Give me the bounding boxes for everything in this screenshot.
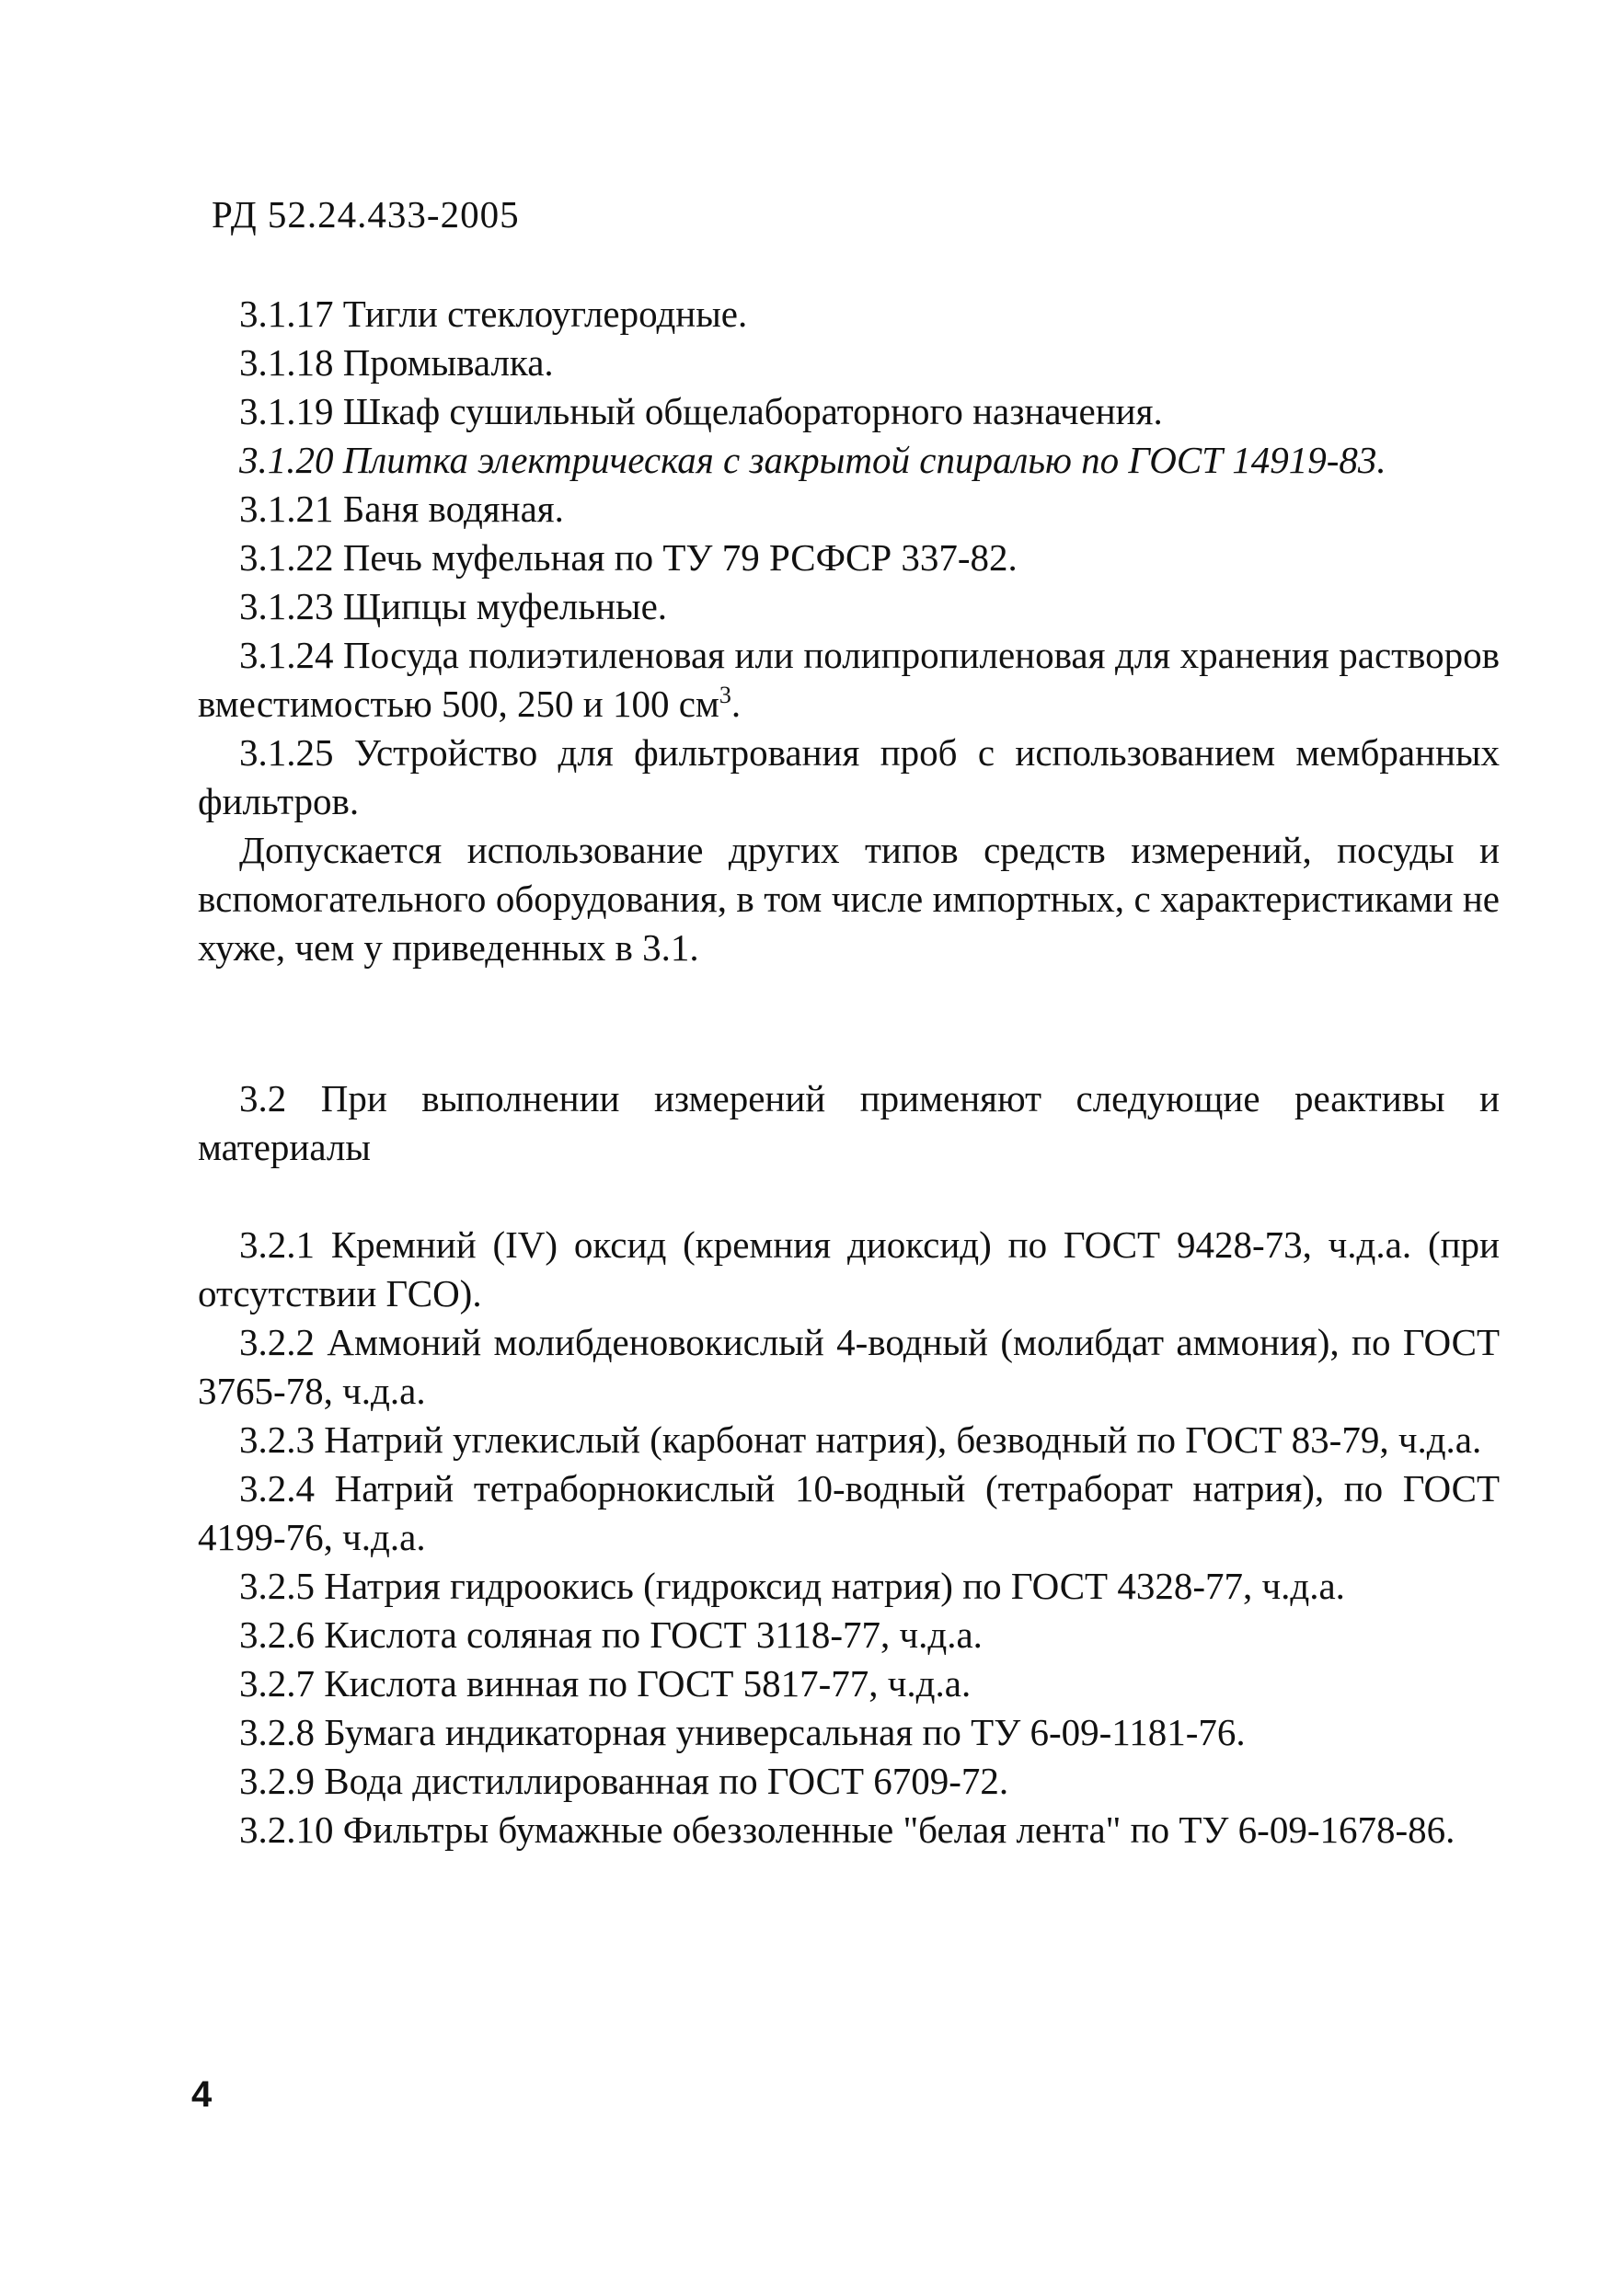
list-item: 3.2.10 Фильтры бумажные обеззоленные "белая лента" по ТУ 6-09-1678-86. — [239, 1808, 1455, 1851]
list-item: 3.1.23 Щипцы муфельные. — [239, 585, 668, 627]
list-item: 3.1.18 Промывалка. — [239, 341, 554, 384]
list-item: 3.1.25 Устройство для фильтрования проб с использованием мембранных фильтров. — [198, 731, 1500, 822]
list-item: 3.1.19 Шкаф сушильный общелабораторного назначения. — [239, 390, 1163, 432]
list-item — [198, 631, 1500, 729]
list-item: 3.2.8 Бумага индикаторная универсальная по ТУ 6-09-1181-76. — [239, 1711, 1246, 1753]
section-3-1-list — [198, 290, 1500, 972]
list-item: 3.2.9 Вода дистиллированная по ГОСТ 6709-72. — [239, 1760, 1009, 1802]
list-item: 3.2.6 Кислота соляная по ГОСТ 3118-77, ч.д.а. — [239, 1613, 983, 1656]
list-item: 3.2.5 Натрия гидроокись (гидроксид натрия) по ГОСТ 4328-77, ч.д.а. — [239, 1565, 1345, 1607]
section-heading: 3.2 При выполнении измерений применяют следующие реактивы и материалы — [198, 1077, 1500, 1168]
note-paragraph: Допускается использование других типов средств измерений, посуды и вспомогательного оборудования, в том числе импортных, с характеристиками не хуже, чем у приведенных в 3.1. — [198, 829, 1500, 969]
list-item: 3.2.3 Натрий углекислый (карбонат натрия), безводный по ГОСТ 83-79, ч.д.а. — [239, 1418, 1482, 1461]
list-item: 3.2.1 Кремний (IV) оксид (кремния диоксид) по ГОСТ 9428-73, ч.д.а. (при отсутствии ГСО). — [198, 1223, 1500, 1314]
list-item: 3.1.17 Тигли стеклоуглеродные. — [239, 293, 748, 335]
list-item-end: . — [730, 683, 742, 725]
list-item: 3.1.21 Баня водяная. — [239, 488, 564, 530]
section-3-2 — [198, 1074, 1500, 1854]
list-item: 3.1.22 Печь муфельная по ТУ 79 РСФСР 337-82. — [239, 536, 1018, 579]
list-item: 3.1.20 Плитка электрическая с закрытой спиралью по ГОСТ 14919-83. — [239, 439, 1386, 481]
superscript: 3 — [719, 682, 731, 708]
list-item: 3.2.7 Кислота винная по ГОСТ 5817-77, ч.д.а. — [239, 1662, 972, 1705]
list-item: 3.2.4 Натрий тетраборнокислый 10-водный (тетраборат натрия), по ГОСТ 4199-76, ч.д.а. — [198, 1467, 1500, 1558]
list-item: 3.2.2 Аммоний молибденовокислый 4-водный (молибдат аммония), по ГОСТ 3765-78, ч.д.а. — [198, 1321, 1500, 1412]
list-item-text: 3.1.24 Посуда полиэтиленовая или полипропиленовая для хранения растворов вместимостью 500, 250 и 100 см — [198, 634, 1500, 725]
page-number: 4 — [191, 2074, 213, 2115]
document-code: РД 52.24.433-2005 — [212, 193, 520, 235]
